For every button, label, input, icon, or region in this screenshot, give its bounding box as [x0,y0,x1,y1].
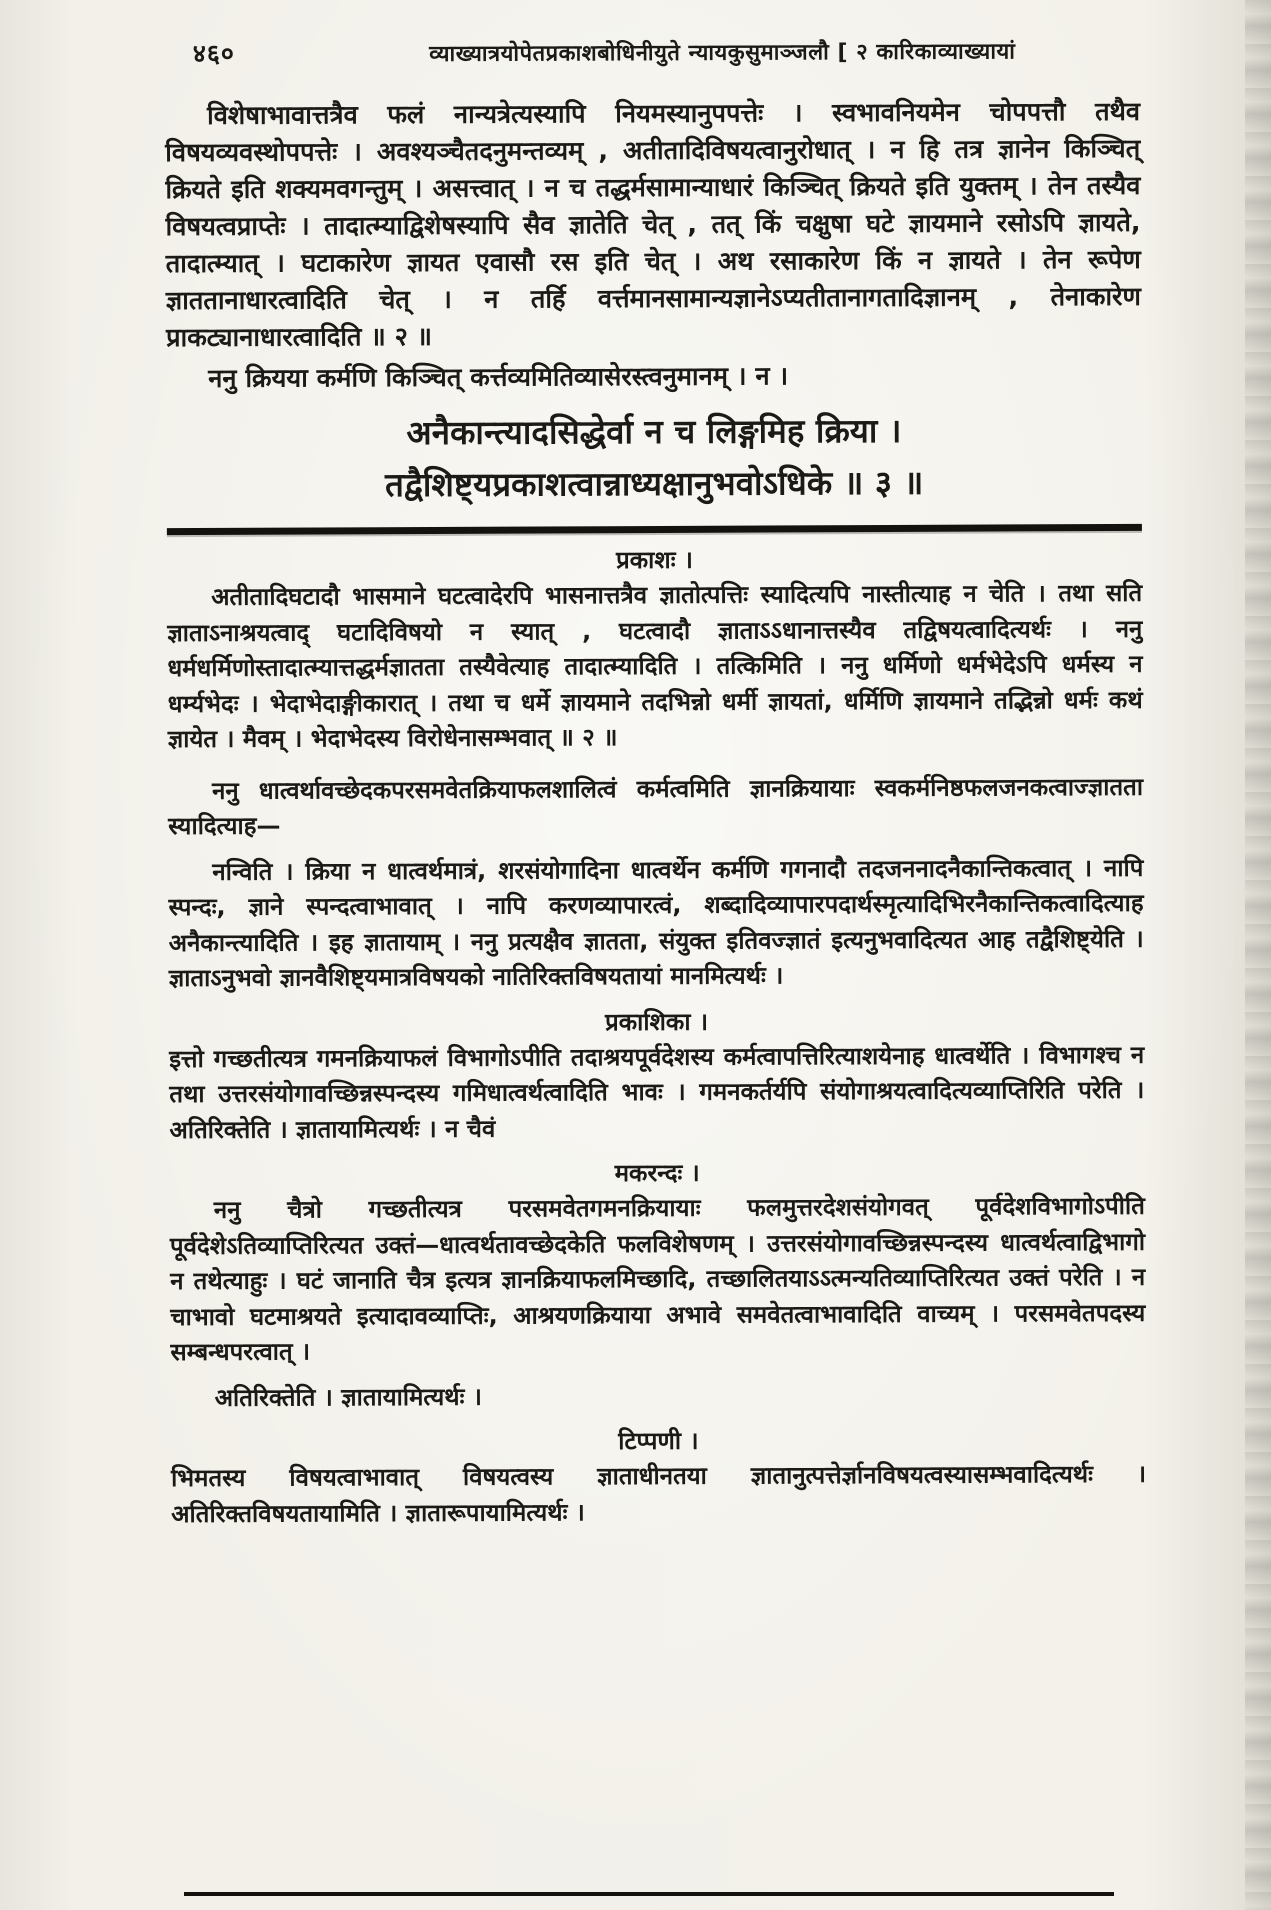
prakashika-heading: प्रकाशिका । [605,1007,709,1036]
page-number: ४६० [192,38,235,69]
page-content [165,32,1147,1532]
makaranda-heading: मकरन्दः । [614,1158,700,1188]
verse-line-2: तद्वैशिष्ट्यप्रकाशत्वान्नाध्यक्षानुभवोऽधिके ॥ ३ ॥ [385,462,924,505]
karika-verse [166,404,1141,512]
section-divider-rule [167,524,1142,535]
running-header-title: व्याख्यात्रयोपेतप्रकाशबोधिनीयुते न्यायकुसुमाञ्जलौ [ २ कारिकाव्याख्यायां [429,39,1016,67]
prakashika-paragraph-1: इत्तो गच्छतीत्यत्र गमनक्रियाफलं विभागोऽपीति तदाश्रयपूर्वदेशस्य कर्मत्वापत्तिरित्याशयेनाह धात्वर्थेति । विभागश्च न तथा उत्तरसंयोगावच्छिन्नस्पन्दस्य गमिधात्वर्थत्वादिति भावः । गमनकर्तर्यपि संयोगाश्रयत्वादित्यव्याप्तिरिति परेति । अतिरिक्तेति । ज्ञातायामित्यर्थः । न चैवं [169,1040,1145,1144]
main-paragraph-1: विशेषाभावात्तत्रैव फलं नान्यत्रेत्यस्यापि नियमस्यानुपपत्तेः । स्वभावनियमेन चोपपत्तौ तथैव विषयव्यवस्थोपपत्तेः । अवश्यञ्चैतदनुमन्तव्यम् , अतीतादिविषयत्वानुरोधात् । न हि तत्र ज्ञानेन किञ्चित् क्रियते इति शक्यमवगन्तुम् । असत्त्वात् । न च तद्धर्मसामान्याधारं किञ्चित् क्रियते इति युक्तम् । तेन तस्यैव विषयत्वप्राप्तेः । तादात्म्याद्विशेषस्यापि सैव ज्ञातेति चेत् , तत् किं चक्षुषा घटे ज्ञायमाने रसोऽपि ज्ञायते, तादात्म्यात् । घटाकारेण ज्ञायत एवासौ रस इति चेत् । अथ रसाकारेण किं न ज्ञायते । तेन रूपेण ज्ञाततानाधारत्वादिति चेत् । न तर्हि वर्त्तमानसामान्यज्ञानेऽप्यतीतानागतादिज्ञानम् , तेनाकारेण प्राकट्यानाधारत्वादिति ॥ २ ॥ [165,96,1141,354]
main-text-block [165,94,1146,1532]
tippani-paragraph-1: भिमतस्य विषयत्वाभावात् विषयत्वस्य ज्ञाताधीनतया ज्ञातानुत्पत्तेर्ज्ञानविषयत्वस्यासम्भवादित्यर्थः । अतिरिक्तविषयतायामिति । ज्ञातारूपायामित्यर्थः । [170,1459,1147,1528]
prakasha-paragraph-1: अतीतादिघटादौ भासमाने घटत्वादेरपि भासनात्तत्रैव ज्ञातोत्पत्तिः स्यादित्यपि नास्तीत्याह न चेति । तथा सति ज्ञाताऽनाश्रयत्वाद् घटादिविषयो न स्यात् , घटत्वादौ ज्ञाताऽऽधानात्तस्यैव तद्विषयत्वादित्यर्थः । ननु धर्मधर्मिणोस्तादात्म्यात्तद्धर्मज्ञातता तस्यैवेत्याह तादात्म्यादिति । तत्किमिति । ननु धर्मिणो धर्मभेदेऽपि धर्मस्य न धर्म्यभेदः । भेदाभेदाङ्गीकारात् । तथा च धर्मे ज्ञायमाने तदभिन्नो धर्मी ज्ञायतां, धर्मिणि ज्ञायमाने तद्भिन्नो धर्मः कथं ज्ञायेत । मैवम् । भेदाभेदस्य विरोधेनासम्भवात् ॥ २ ॥ [167,578,1143,754]
makaranda-paragraph-1: ननु चैत्रो गच्छतीत्यत्र परसमवेतगमनक्रियायाः फलमुत्तरदेशसंयोगवत् पूर्वदेशविभागोऽपीति पूर्वदेशेऽतिव्याप्तिरित्यत उक्तं—धात्वर्थतावच्छेदकेति फलविशेषणम् । उत्तरसंयोगावच्छिन्नस्पन्दस्य धात्वर्थत्वाद्विभागो न तथेत्याहुः । घटं जानाति चैत्र इत्यत्र ज्ञानक्रियाफलमिच्छादि, तच्छालितयाऽऽत्मन्यतिव्याप्तिरित्यत उक्तं परेति । न चाभावो घटमाश्रयते इत्यादावव्याप्तिः, आश्रयणक्रियाया अभावे समवेतत्वाभावादिति वाच्यम् । परसमवेतपदस्य सम्बन्धपरत्वात् । [169,1191,1146,1367]
page-header [165,32,1140,70]
scan-edge-noise [1245,0,1271,1910]
verse-line-1: अनैकान्त्यादसिद्धेर्वा न च लिङ्गमिह क्रिया । [406,410,902,453]
tippani-heading: टिप्पणी । [618,1426,699,1456]
makaranda-paragraph-2: अतिरिक्तेति । ज्ञातायामित्यर्थः । [214,1382,482,1412]
prakasha-paragraph-3: नन्विति । क्रिया न धात्वर्थमात्रं, शरसंयोगादिना धात्वर्थेन कर्मणि गगनादौ तदजननादनैकान्तिकत्वात् । नापि स्पन्दः, ज्ञाने स्पन्दत्वाभावात् । नापि करणव्यापारत्वं, शब्दादिव्यापारपदार्थस्मृत्यादिभिरनैकान्तिकत्वादित्याह अनैकान्त्यादिति । इह ज्ञातायाम् । ननु प्रत्यक्षैव ज्ञातता, संयुक्त इतिवज्ज्ञातं इत्यनुभवादित्यत आह तद्वैशिष्ट्येति । ज्ञाताऽनुभवो ज्ञानवैशिष्ट्यमात्रविषयको नातिरिक्तविषयतायां मानमित्यर्थः । [168,853,1144,993]
prakasha-paragraph-2: ननु धात्वर्थावच्छेदकपरसमवेतक्रियाफलशालित्वं कर्मत्वमिति ज्ञानक्रियायाः स्वकर्मनिष्ठफलजनकत्वाज्ज्ञातता स्यादित्याह— [168,772,1144,841]
bottom-page-rule [184,1892,1114,1896]
main-paragraph-2: ननु क्रियया कर्मणि किञ्चित् कर्त्तव्यमितिव्यासेरस्त्वनुमानम् । न । [208,361,789,394]
prakasha-heading: प्रकाशः । [616,545,694,575]
